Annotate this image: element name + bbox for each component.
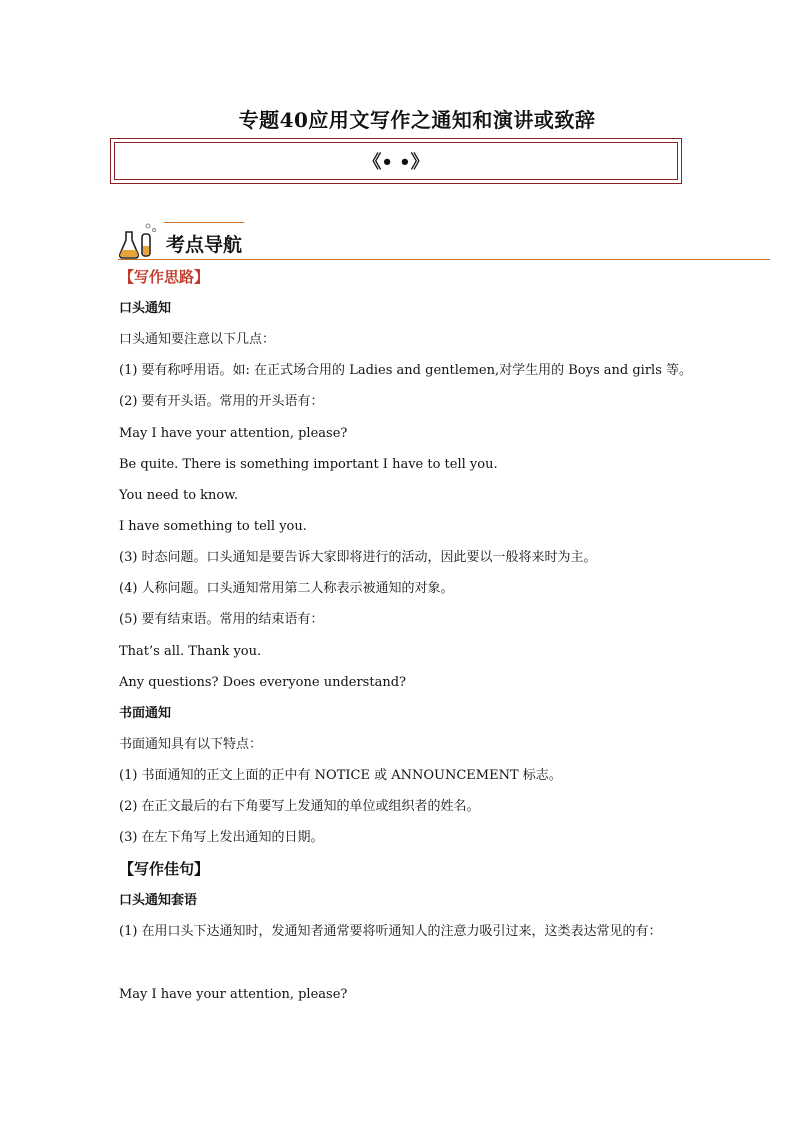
paragraph: (2) 要有开头语。常用的开头语有： (119, 394, 324, 409)
heading-writing-ideas: 【写作思路】 (119, 268, 210, 286)
example-sentence: May I have your attention, please? (119, 987, 348, 1002)
paragraph: (3) 在左下角写上发出通知的日期。 (119, 830, 324, 845)
lab-flask-icon (118, 220, 162, 260)
paragraph: 口头通知要注意以下几点： (119, 332, 276, 347)
example-sentence: That’s all. Thank you. (119, 644, 262, 659)
paragraph: (1) 书面通知的正文上面的正中有 NOTICE 或 ANNOUNCEMENT 标志。 (119, 768, 562, 783)
example-sentence: I have something to tell you. (119, 519, 307, 534)
paragraph: (2) 在正文最后的右下角要写上发通知的单位或组织者的姓名。 (119, 799, 480, 814)
paragraph: (1) 在用口头下达通知时，发通知者通常要将听通知人的注意力吸引过来，这类表达常见的有： (119, 924, 662, 939)
subheading-written-notice: 书面通知 (119, 706, 172, 721)
header-bottom-rule (118, 259, 770, 260)
document-title: 专题40应用文写作之通知和演讲或致辞 (238, 108, 596, 132)
header-top-rule (164, 222, 244, 223)
paragraph: (3) 时态问题。口头通知是要告诉大家即将进行的活动，因此要以一般将来时为主。 (119, 550, 597, 565)
subtitle-text: 《• •》 (363, 152, 429, 173)
example-sentence: May I have your attention, please? (119, 426, 348, 441)
section-header (118, 218, 770, 262)
example-sentence: Be quite. There is something important I have to tell you. (119, 457, 498, 472)
paragraph: (5) 要有结束语。常用的结束语有： (119, 612, 324, 627)
example-sentence: Any questions? Does everyone understand? (119, 675, 406, 690)
subtitle-box (110, 138, 682, 184)
paragraph: (1) 要有称呼用语。如: 在正式场合用的 Ladies and gentlemen,对学生用的 Boys and girls 等。 (119, 363, 693, 378)
heading-good-sentences: 【写作佳句】 (119, 860, 210, 878)
example-sentence: You need to know. (119, 488, 238, 503)
paragraph: (4) 人称问题。口头通知常用第二人称表示被通知的对象。 (119, 581, 454, 596)
subheading-oral-phrases: 口头通知套语 (119, 893, 198, 908)
paragraph: 书面通知具有以下特点： (119, 737, 263, 752)
subheading-oral-notice: 口头通知 (119, 301, 172, 316)
section-label: 考点导航 (166, 234, 243, 256)
